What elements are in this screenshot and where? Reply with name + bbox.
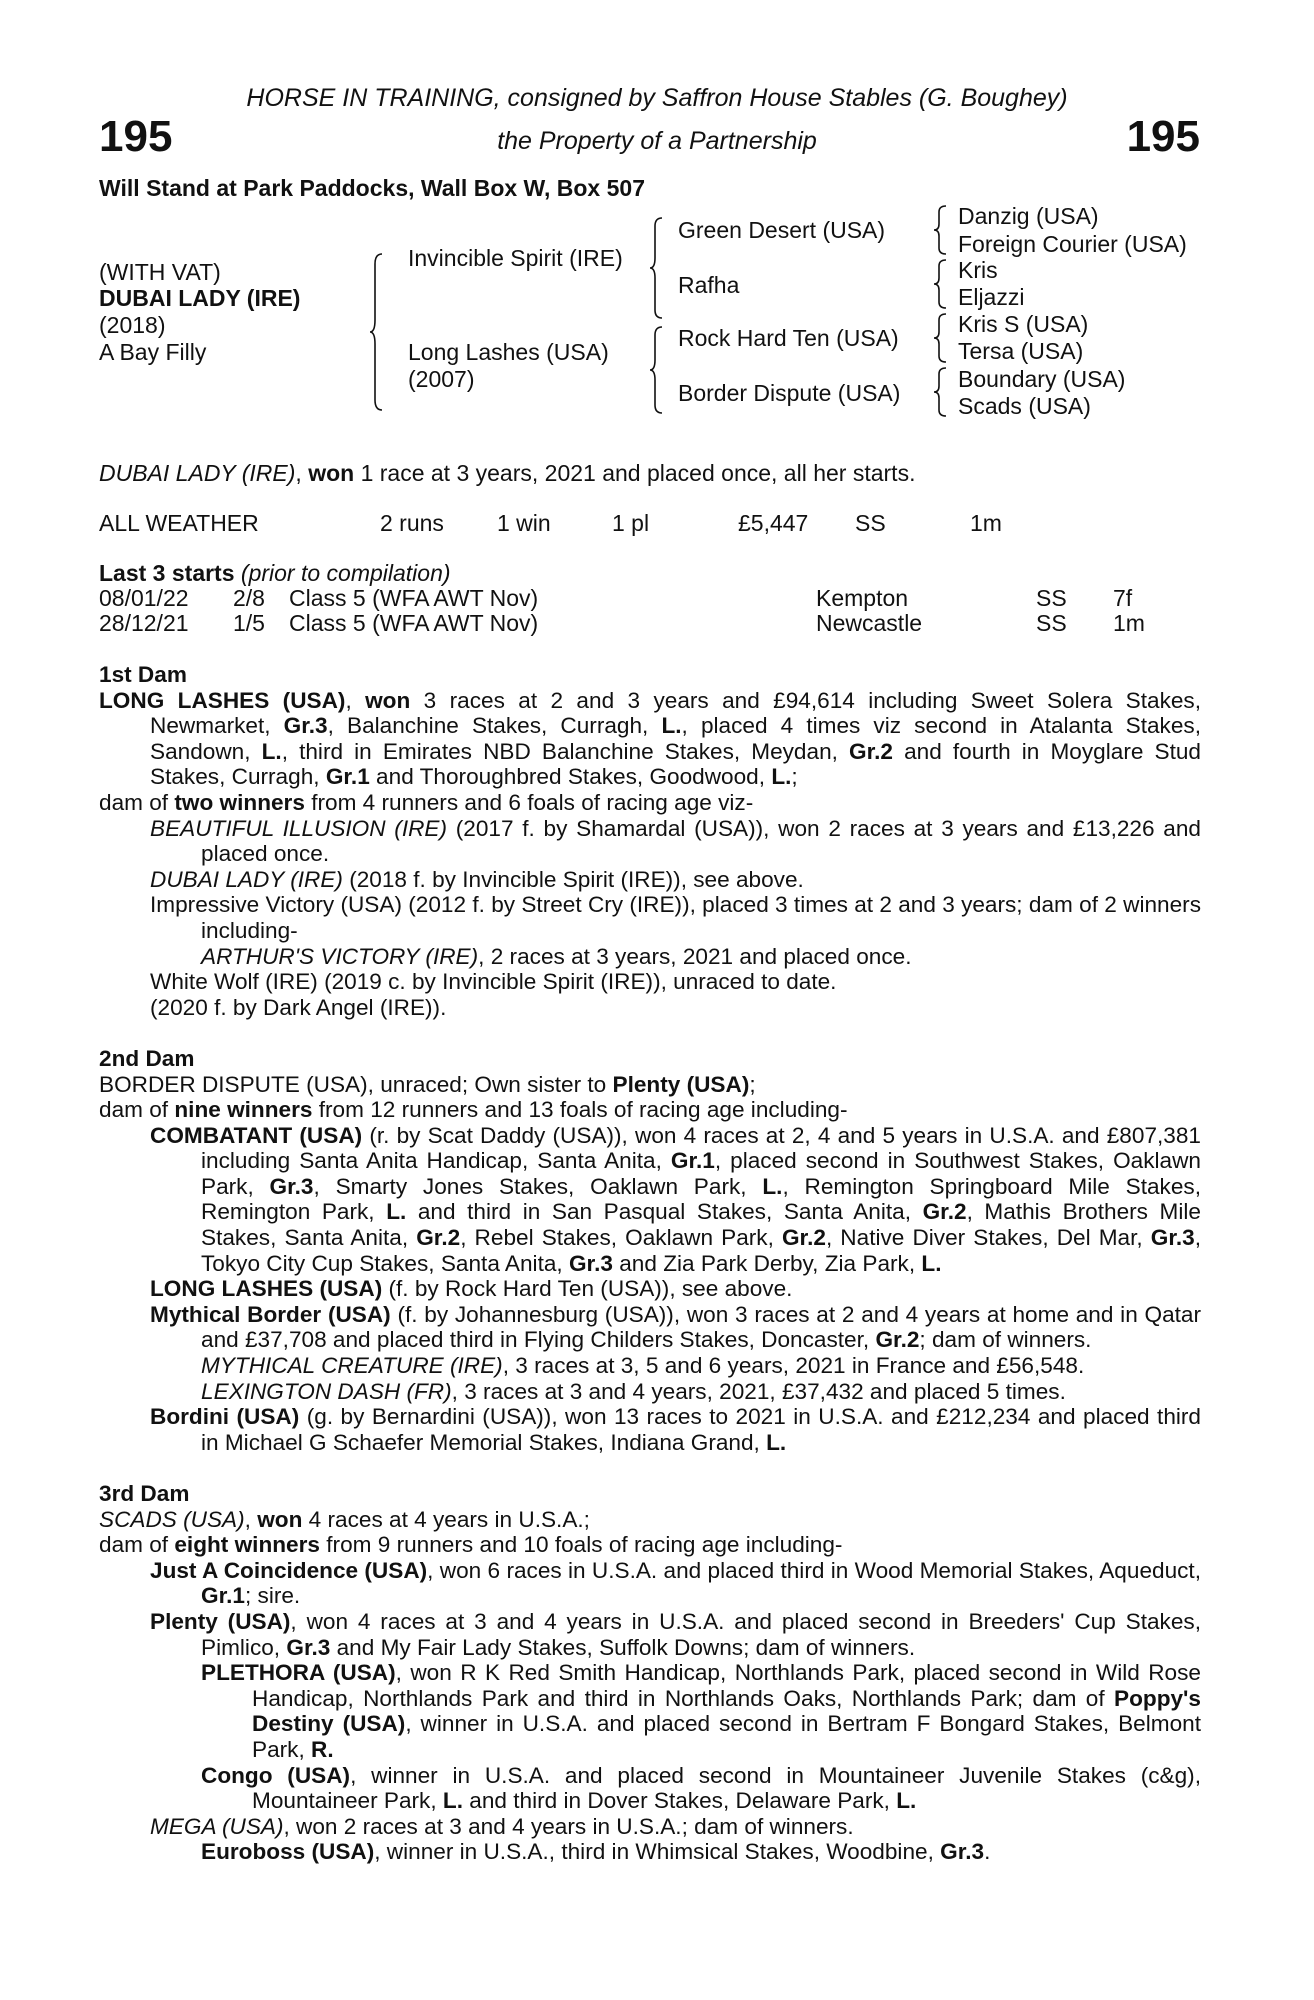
entry-text: dam of [99,789,175,815]
dam-section-2 [99,1046,1201,1456]
start-date: 08/01/22 [99,585,189,611]
produce-entry [99,969,1201,995]
granddam-paternal: Rafha [678,272,740,298]
produce-entry [99,1507,1201,1533]
great-grandparent: Boundary (USA) [958,366,1126,392]
italic-text: DUBAI LADY (IRE) [150,866,343,892]
bold-text: Gr.2 [875,1327,920,1353]
bold-text: Euroboss (USA) [201,1839,375,1865]
bold-text: Poppy's Destiny (USA) [252,1685,1201,1737]
entry-text: , 3 races at 3 and 4 years, 2021, £37,432 and placed 5 times. [451,1378,1066,1404]
produce-entry [99,1353,1201,1379]
dam-heading: 3rd Dam [99,1481,190,1506]
great-grandparent: Kris S (USA) [958,311,1089,337]
bold-text: Just A Coincidence (USA) [150,1557,428,1583]
record-distance: 1m [970,510,1002,536]
bold-text: nine winners [174,1097,313,1123]
vat-status: (WITH VAT) [99,259,221,285]
produce-entry [99,1763,1201,1814]
entry-text: ; [749,1071,756,1097]
entry-text: 4 races at 4 years in U.S.A.; [302,1506,590,1532]
entry-text: (f. by Johannesburg (USA)), won 3 races at 2 and 4 years at home and in Qatar and £37,708 and placed third in Flying Childers Stakes, Doncaster, [201,1301,1202,1353]
entry-text: and Zia Park Derby, Zia Park, [612,1250,922,1276]
produce-entry [99,790,1201,816]
entry-text: , placed second in Southwest Stakes, Oaklawn Park, [201,1148,1202,1199]
produce-entry [99,867,1201,893]
last-starts-subtitle: (prior to compilation) [240,560,451,586]
entry-text: and Thoroughbred Stakes, Goodwood, [369,764,772,790]
record-going: SS [855,510,886,536]
entry-text: (2017 f. by Shamardal (USA)), won 2 races at 3 years and £13,226 and placed once. [201,815,1201,867]
grandsire-paternal: Green Desert (USA) [678,217,886,243]
entry-text: dam of [99,1532,175,1558]
entry-text: , Tokyo City Cup Stakes, Santa Anita, [201,1225,1201,1276]
brace-icon [370,252,384,412]
start-venue: Kempton [816,585,909,611]
bold-text: Gr.2 [416,1225,461,1251]
record-earnings: £5,447 [738,510,809,536]
bold-text: Gr.1 [670,1148,715,1174]
great-grandparent: Eljazzi [958,284,1025,310]
bold-text: won [257,1506,303,1532]
start-date: 28/12/21 [99,610,189,636]
start-going: SS [1036,585,1067,611]
bold-text: COMBATANT (USA) [150,1122,363,1148]
bold-text: Gr.3 [1150,1225,1195,1251]
produce-entry [99,1558,1201,1609]
property-line: the Property of a Partnership [497,127,817,155]
start-going: SS [1036,610,1067,636]
bold-text: Gr.3 [940,1839,985,1865]
bold-text: Gr.2 [849,738,893,764]
produce-entry [99,1072,1201,1098]
entry-text: , Mathis Brothers Mile Stakes, Santa Anita, [201,1199,1201,1251]
last-starts-title: Last 3 starts [99,560,235,586]
start-distance: 7f [1113,585,1133,611]
entry-text: (r. by Scat Daddy (USA)), won 4 races at 2, 4 and 5 years in U.S.A. and £807,381 including Santa Anita Handicap, Santa Anita, [201,1122,1201,1174]
italic-text: BEAUTIFUL ILLUSION (IRE) [150,815,448,841]
bold-text: Gr.1 [201,1583,245,1609]
dam-section-1 [99,662,1201,1020]
bold-text: Plenty (USA) [150,1608,291,1634]
italic-text: MYTHICAL CREATURE (IRE) [201,1353,503,1379]
dam-heading: 1st Dam [99,662,187,687]
dam-heading: 2nd Dam [99,1045,195,1071]
horse-description: A Bay Filly [99,339,207,365]
entry-text: and fourth in Moyglare Stud Stakes, Curragh, [150,738,1201,790]
entry-text: , Rebel Stakes, Oaklawn Park, [460,1225,782,1251]
summary-text: , [295,460,309,486]
bold-text: Gr.2 [922,1199,967,1225]
summary-text: DUBAI LADY (IRE) [99,460,296,486]
italic-text: LEXINGTON DASH (FR) [201,1378,452,1404]
start-venue: Newcastle [816,610,923,636]
stand-location: Will Stand at Park Paddocks, Wall Box W, Box 507 [99,175,645,201]
produce-entry [99,1814,1201,1840]
bold-text: L. [771,764,792,790]
brace-icon [934,204,948,256]
great-grandparent: Kris [958,257,998,283]
lot-number-right: 195 [1126,112,1200,161]
entry-text: , won 4 races at 3 and 4 years in U.S.A. and placed second in Breeders' Cup Stakes, Pimlico, [201,1608,1201,1660]
record-wins: 1 win [497,510,551,536]
entry-text: and My Fair Lady Stakes, Suffolk Downs; dam of winners. [330,1634,916,1660]
produce-entry [99,944,1201,970]
produce-entry [99,1302,1201,1353]
entry-text: , won R K Red Smith Handicap, Northlands Park, placed second in Wild Rose Handicap, Northlands Park and third in Northlands Oaks, Northlands Park; dam of [252,1660,1201,1711]
entry-text: from 12 runners and 13 foals of racing age including- [312,1097,848,1123]
race-summary [99,460,915,487]
bold-text: Congo (USA) [201,1762,351,1788]
brace-icon [934,258,948,310]
brace-icon [650,325,664,415]
entry-text: from 9 runners and 10 foals of racing age including- [319,1532,843,1558]
bold-text: eight winners [174,1532,320,1558]
brace-icon [934,366,948,418]
bold-text: L. [921,1250,942,1276]
bold-text: L. [386,1199,407,1225]
produce-entry [99,1532,1201,1558]
entry-text: , Remington Springboard Mile Stakes, Remington Park, [201,1173,1201,1225]
brace-icon [650,216,664,320]
entry-text: and third in Dover Stakes, Delaware Park, [462,1788,897,1814]
italic-text: MEGA (USA) [150,1813,284,1839]
dam-sections [99,662,1201,1891]
dam-year: (2007) [408,366,475,392]
produce-entry [99,1123,1201,1277]
italic-text: SCADS (USA) [99,1506,245,1532]
produce-entry [99,892,1201,943]
summary-text: 1 race at 3 years, 2021 and placed once, all her starts. [354,460,916,486]
bold-text: LONG LASHES (USA) [99,687,346,713]
great-grandparent: Tersa (USA) [958,338,1084,364]
produce-entry [99,1276,1201,1302]
entry-text: , 2 races at 3 years, 2021 and placed once. [478,943,912,969]
entry-text: BORDER DISPUTE (USA), unraced; Own sister to [99,1071,613,1097]
entry-text: , placed 4 times viz second in Atalanta Stakes, Sandown, [150,713,1201,764]
entry-text: , Smarty Jones Stakes, Oaklawn Park, [313,1173,763,1199]
produce-entry [99,1404,1201,1455]
italic-text: ARTHUR'S VICTORY (IRE) [201,943,479,969]
bold-text: R. [311,1736,334,1762]
granddam-maternal: Border Dispute (USA) [678,380,901,406]
start-position: 2/8 [233,585,265,611]
entry-text: ; sire. [244,1583,301,1609]
great-grandparent: Scads (USA) [958,393,1091,419]
sire: Invincible Spirit (IRE) [408,245,623,271]
entry-text: , Balanchine Stakes, Curragh, [327,713,662,739]
bold-text: L. [261,738,282,764]
bold-text: L. [762,1173,783,1199]
bold-text: Gr.2 [781,1225,826,1251]
bold-text: Gr.1 [325,764,370,790]
bold-text: Plenty (USA) [612,1071,750,1097]
entry-text: ; dam of winners. [919,1327,1092,1353]
grandsire-maternal: Rock Hard Ten (USA) [678,325,899,351]
start-race: Class 5 (WFA AWT Nov) [289,610,539,636]
produce-entry [99,1839,1201,1865]
entry-text: and third in San Pasqual Stakes, Santa Anita, [406,1199,923,1225]
entry-text: Impressive Victory (USA) (2012 f. by Street Cry (IRE)), placed 3 times at 2 and 3 years; dam of 2 winners including- [150,892,1201,943]
entry-text: (g. by Bernardini (USA)), won 13 races to 2021 in U.S.A. and £212,234 and placed third in Michael G Schaefer Memorial Stakes, Indiana Grand, [201,1404,1201,1455]
bold-text: Bordini (USA) [150,1404,300,1430]
entry-text: , winner in U.S.A., third in Whimsical Stakes, Woodbine, [374,1839,941,1865]
produce-entry [99,816,1201,867]
great-grandparent: Danzig (USA) [958,203,1099,229]
lot-number-left: 195 [99,112,173,161]
horse-name: DUBAI LADY (IRE) [99,285,301,311]
entry-text: , winner in U.S.A. and placed second in Mountaineer Juvenile Stakes (c&g), Mountaineer Park, [252,1762,1201,1814]
bold-text: L. [766,1429,787,1455]
bold-text: two winners [174,789,305,815]
entry-text: , [244,1506,258,1532]
entry-text: , 3 races at 3, 5 and 6 years, 2021 in France and £56,548. [502,1353,1085,1379]
entry-text: , won 6 races in U.S.A. and placed third in Wood Memorial Stakes, Aqueduct, [427,1557,1201,1583]
bold-text: L. [661,713,682,739]
produce-entry [99,1097,1201,1123]
dam: Long Lashes (USA) [408,339,609,365]
start-position: 1/5 [233,610,265,636]
bold-text: Gr.3 [286,1634,331,1660]
bold-text: Mythical Border (USA) [150,1301,391,1327]
consignor-line: HORSE IN TRAINING, consigned by Saffron House Stables (G. Boughey) [246,84,1068,112]
summary-text: won [308,460,355,486]
bold-text: L. [896,1788,917,1814]
bold-text: Gr.3 [283,713,328,739]
produce-entry [99,1609,1201,1660]
horse-year: (2018) [99,312,166,338]
entry-text: , winner in U.S.A. and placed second in Bertram F Bongard Stakes, Belmont Park, [252,1711,1201,1762]
start-race: Class 5 (WFA AWT Nov) [289,585,539,611]
last-starts-heading [99,560,451,587]
entry-text: 3 races at 2 and 3 years and £94,614 including Sweet Solera Stakes, Newmarket, [150,687,1202,739]
entry-text: (2018 f. by Invincible Spirit (IRE)), see above. [342,866,804,892]
bold-text: L. [442,1788,463,1814]
dam-section-3 [99,1481,1201,1865]
entry-text: dam of [99,1097,175,1123]
entry-text: from 4 runners and 6 foals of racing age viz- [304,789,754,815]
entry-text: (f. by Rock Hard Ten (USA)), see above. [382,1276,793,1302]
bold-text: Gr.3 [269,1173,314,1199]
bold-text: won [365,687,411,713]
entry-text: , won 2 races at 3 and 4 years in U.S.A.; dam of winners. [283,1813,854,1839]
entry-text: , [345,687,366,713]
entry-text: , third in Emirates NBD Balanchine Stakes, Meydan, [281,738,850,764]
bold-text: Gr.3 [568,1250,613,1276]
record-placed: 1 pl [612,510,650,536]
great-grandparent: Foreign Courier (USA) [958,231,1187,257]
entry-text: ; [791,764,798,790]
entry-text: . [984,1839,991,1865]
entry-text: , Native Diver Stakes, Del Mar, [825,1225,1151,1251]
produce-entry [99,1660,1201,1762]
start-distance: 1m [1113,610,1145,636]
produce-entry [99,1379,1201,1405]
bold-text: LONG LASHES (USA) [150,1276,383,1302]
brace-icon [934,312,948,364]
record-runs: 2 runs [380,510,444,536]
entry-text: (2020 f. by Dark Angel (IRE)). [150,994,447,1020]
entry-text: White Wolf (IRE) (2019 c. by Invincible Spirit (IRE)), unraced to date. [150,969,837,995]
record-surface: ALL WEATHER [99,510,259,536]
produce-entry [99,995,1201,1021]
produce-entry [99,688,1201,790]
bold-text: PLETHORA (USA) [201,1660,396,1686]
